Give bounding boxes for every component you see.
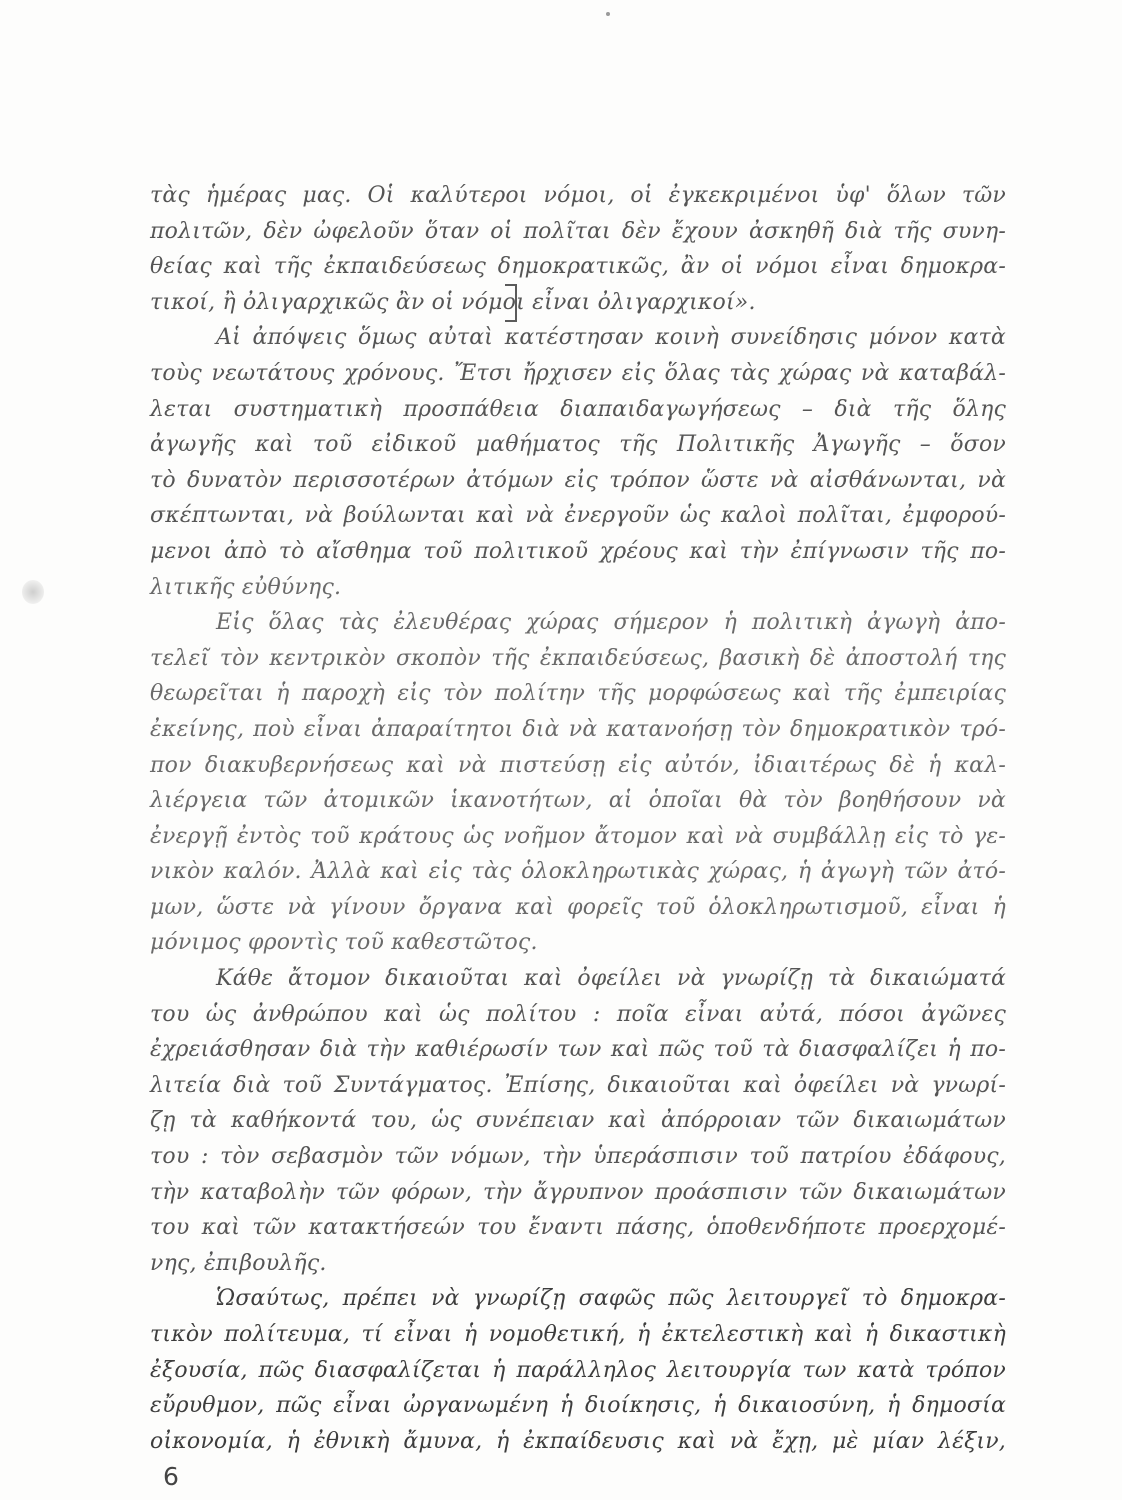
text-line: ἀγωγῆς καὶ τοῦ εἰδικοῦ μαθήματος τῆς Πολιτικῆς Ἀγωγῆς – ὅσον	[150, 432, 1006, 458]
body-text	[150, 178, 1006, 1459]
text-line: τοὺς νεωτάτους χρόνους. Ἔτσι ἤρχισεν εἰς ὅλας τὰς χώρας νὰ καταβάλ-	[150, 360, 1006, 386]
text-line: του : τὸν σεβασμὸν τῶν νόμων, τὴν ὑπεράσπισιν τοῦ πατρίου ἐδάφους,	[150, 1144, 1006, 1170]
paragraph-start-line: Κάθε ἄτομον δικαιοῦται καὶ ὀφείλει νὰ γνωρίζῃ τὰ δικαιώματά	[216, 966, 1006, 992]
text-line: τελεῖ τὸν κεντρικὸν σκοπὸν τῆς ἐκπαιδεύσεως, βασικὴ δὲ ἀποστολή της	[150, 645, 1006, 671]
text-line: ζῃ τὰ καθήκοντά του, ὡς συνέπειαν καὶ ἀπόρροιαν τῶν δικαιωμάτων	[150, 1108, 1006, 1134]
text-line: θείας καὶ τῆς ἐκπαιδεύσεως δημοκρατικῶς, ἂν οἱ νόμοι εἶναι δημοκρα-	[150, 254, 1006, 280]
text-line: οἰκονομία, ἡ ἐθνικὴ ἄμυνα, ἡ ἐκπαίδευσις καὶ νὰ ἔχῃ, μὲ μίαν λέξιν,	[150, 1428, 1006, 1454]
paragraph-start-line: Ὡσαύτως, πρέπει νὰ γνωρίζῃ σαφῶς πῶς λειτουργεῖ τὸ δημοκρα-	[216, 1286, 1006, 1312]
text-line: νικὸν καλόν. Ἀλλὰ καὶ εἰς τὰς ὁλοκληρωτικὰς χώρας, ἡ ἀγωγὴ τῶν ἀτό-	[150, 859, 1006, 885]
text-line: λιτεία διὰ τοῦ Συντάγματος. Ἐπίσης, δικαιοῦται καὶ ὀφείλει νὰ γνωρί-	[150, 1072, 1006, 1098]
text-line: ἐκείνης, ποὺ εἶναι ἀπαραίτητοι διὰ νὰ κατανοήσῃ τὸν δημοκρατικὸν τρό-	[150, 716, 1006, 742]
text-line: σκέπτωνται, νὰ βούλωνται καὶ νὰ ἐνεργοῦν ὡς καλοὶ πολῖται, ἐμφορού-	[150, 503, 1006, 529]
text-line: ἐξουσία, πῶς διασφαλίζεται ἡ παράλληλος λειτουργία των κατὰ τρόπον	[150, 1357, 1006, 1383]
handwritten-bracket-mark	[505, 284, 517, 322]
text-line: πον διακυβερνήσεως καὶ νὰ πιστεύσῃ εἰς αὐτόν, ἰδιαιτέρως δὲ ἡ καλ-	[150, 752, 1006, 778]
text-line: ἐνεργῇ ἐντὸς τοῦ κράτους ὡς νοῆμον ἄτομον καὶ νὰ συμβάλλῃ εἰς τὸ γε-	[150, 823, 1006, 849]
page-number: 6	[163, 1462, 179, 1491]
text-line: του καὶ τῶν κατακτήσεών του ἔναντι πάσης, ὁποθενδήποτε προερχομέ-	[150, 1215, 1006, 1241]
text-line: τικοί, ἢ ὀλιγαρχικῶς ἂν οἱ νόμοι εἶναι ὀλιγαρχικοί».	[150, 289, 756, 315]
paragraph-start-line: Εἰς ὅλας τὰς ἐλευθέρας χώρας σήμερον ἡ πολιτικὴ ἀγωγὴ ἀπο-	[216, 610, 1006, 636]
text-line: νης, ἐπιβουλῆς.	[150, 1250, 327, 1276]
text-line: λιτικῆς εὐθύνης.	[150, 574, 342, 600]
text-line: τὴν καταβολὴν τῶν φόρων, τὴν ἄγρυπνον προάσπισιν τῶν δικαιωμάτων	[150, 1179, 1006, 1205]
scan-smudge	[22, 580, 44, 604]
scan-speck	[606, 12, 610, 16]
text-line: του ὡς ἀνθρώπου καὶ ὡς πολίτου : ποῖα εἶναι αὐτά, πόσοι ἀγῶνες	[150, 1001, 1006, 1027]
text-line: λιέργεια τῶν ἀτομικῶν ἱκανοτήτων, αἱ ὁποῖαι θὰ τὸν βοηθήσουν νὰ	[150, 788, 1006, 814]
text-line: μων, ὥστε νὰ γίνουν ὄργανα καὶ φορεῖς τοῦ ὁλοκληρωτισμοῦ, εἶναι ἡ	[150, 894, 1006, 920]
text-line: μενοι ἀπὸ τὸ αἴσθημα τοῦ πολιτικοῦ χρέους καὶ τὴν ἐπίγνωσιν τῆς πο-	[150, 538, 1006, 564]
text-line: θεωρεῖται ἡ παροχὴ εἰς τὸν πολίτην τῆς μορφώσεως καὶ τῆς ἐμπειρίας	[150, 681, 1006, 707]
text-line: λεται συστηματικὴ προσπάθεια διαπαιδαγωγήσεως – διὰ τῆς ὅλης	[150, 396, 1006, 422]
text-line: τικὸν πολίτευμα, τί εἶναι ἡ νομοθετική, ἡ ἐκτελεστικὴ καὶ ἡ δικαστικὴ	[150, 1322, 1006, 1347]
text-line: ἐχρειάσθησαν διὰ τὴν καθιέρωσίν των καὶ πῶς τοῦ τὰ διασφαλίζει ἡ πο-	[150, 1037, 1006, 1063]
text-line: τὰς ἡμέρας μας. Οἱ καλύτεροι νόμοι, οἱ ἐγκεκριμένοι ὑφ' ὅλων τῶν	[150, 183, 1006, 208]
paragraph-start-line: Αἱ ἀπόψεις ὅμως αὐταὶ κατέστησαν κοινὴ συνείδησις μόνον κατὰ	[216, 325, 1006, 351]
text-line: εὔρυθμον, πῶς εἶναι ὠργανωμένη ἡ διοίκησις, ἡ δικαιοσύνη, ἡ δημοσία	[150, 1393, 1006, 1419]
text-line: μόνιμος φροντὶς τοῦ καθεστῶτος.	[150, 930, 538, 956]
text-line: τὸ δυνατὸν περισσοτέρων ἀτόμων εἰς τρόπον ὥστε νὰ αἰσθάνωνται, νὰ	[150, 467, 1006, 493]
text-line: πολιτῶν, δὲν ὠφελοῦν ὅταν οἱ πολῖται δὲν ἔχουν ἀσκηθῆ διὰ τῆς συνη-	[150, 218, 1006, 244]
